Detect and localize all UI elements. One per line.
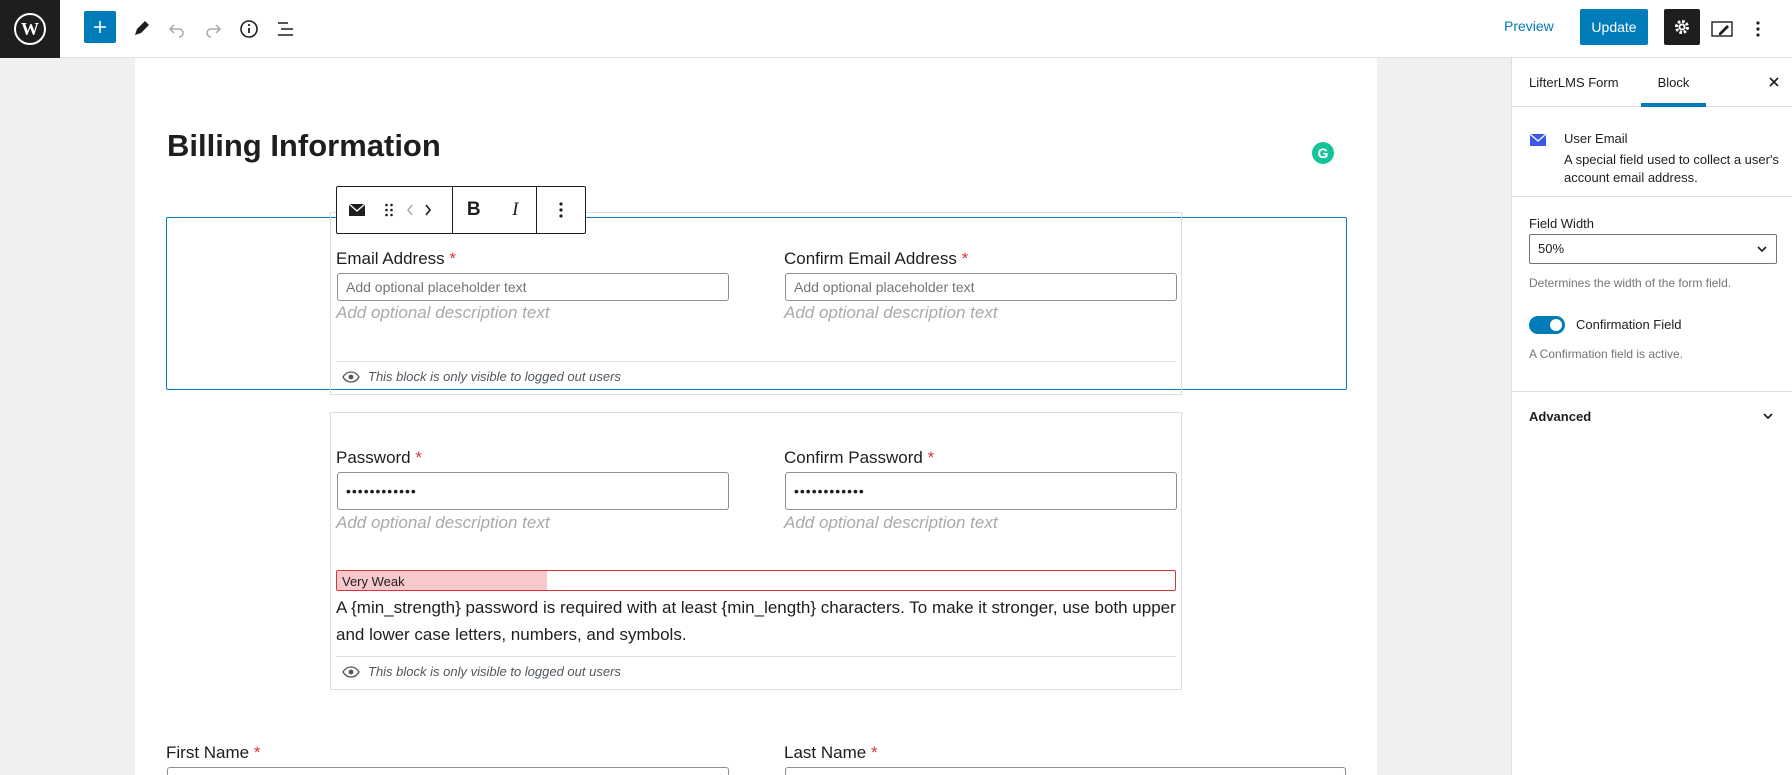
block-card-title: User Email (1564, 131, 1628, 146)
password-label[interactable]: Password * (336, 448, 422, 467)
drag-handle-icon (384, 202, 394, 218)
block-card-description: A special field used to collect a user's account email address. (1564, 152, 1779, 185)
wordpress-logo-button[interactable] (0, 0, 60, 58)
confirm-password-label[interactable]: Confirm Password * (784, 448, 935, 467)
wordpress-icon (13, 12, 47, 46)
add-block-button[interactable] (84, 11, 116, 43)
field-width-help: Determines the width of the form field. (1529, 276, 1732, 290)
block-toolbar-group-format (453, 187, 537, 233)
undo-icon (168, 20, 186, 38)
divider (1512, 391, 1792, 392)
password-fields-group[interactable] (330, 412, 1182, 690)
divider (336, 361, 1176, 362)
block-type-button[interactable] (337, 187, 377, 233)
details-button[interactable] (231, 11, 267, 47)
field-width-value: 50% (1538, 241, 1565, 256)
email-description[interactable]: Add optional description text (336, 303, 550, 322)
redo-button[interactable] (195, 11, 231, 47)
visibility-notice: This block is only visible to logged out users (342, 664, 621, 679)
field-width-select[interactable] (1529, 234, 1777, 264)
password-strength-meter (336, 570, 1176, 591)
confirm-email-input[interactable]: Add optional placeholder text (785, 273, 1177, 301)
confirm-email-description[interactable]: Add optional description text (784, 303, 998, 322)
page-title[interactable]: Billing Information (167, 128, 441, 163)
block-card (1512, 107, 1792, 197)
italic-icon: I (512, 199, 519, 220)
tools-button[interactable] (123, 11, 159, 47)
plus-icon (92, 19, 108, 35)
settings-sidebar (1511, 58, 1792, 775)
tab-block[interactable]: Block (1641, 58, 1706, 107)
password-description[interactable]: Add optional description text (336, 513, 550, 532)
gear-icon (1673, 18, 1691, 36)
italic-button[interactable] (495, 187, 537, 233)
bold-icon: B (466, 199, 481, 220)
divider (336, 656, 1176, 657)
redo-icon (204, 20, 222, 38)
confirm-password-input[interactable]: •••••••••••• (785, 472, 1177, 510)
settings-button[interactable] (1664, 9, 1700, 45)
update-button[interactable]: Update (1580, 9, 1648, 45)
eye-icon (342, 666, 360, 678)
block-toolbar-group-movers (337, 187, 453, 233)
list-view-icon (275, 19, 295, 39)
last-name-input[interactable] (785, 767, 1346, 775)
first-name-label[interactable]: First Name * (166, 743, 261, 762)
more-vertical-icon (1755, 20, 1761, 38)
more-options-icon (558, 201, 564, 219)
move-right-icon (424, 203, 432, 217)
move-left-button[interactable] (401, 187, 419, 233)
info-icon (239, 19, 259, 39)
toggle-knob (1550, 319, 1562, 331)
post-editor-button[interactable] (1704, 11, 1740, 47)
confirmation-field-toggle[interactable] (1529, 316, 1565, 334)
envelope-icon (1529, 133, 1547, 152)
post-editor-icon (1711, 20, 1733, 38)
block-toolbar-group-more (537, 187, 585, 233)
block-options-button[interactable] (537, 187, 585, 233)
chevron-down-icon[interactable] (1761, 409, 1775, 428)
email-label[interactable]: Email Address * (336, 249, 457, 268)
eye-icon (342, 371, 360, 383)
chevron-down-icon (1756, 243, 1768, 255)
bold-button[interactable] (453, 187, 495, 233)
preview-button[interactable]: Preview (1504, 18, 1554, 34)
svg-text:W: W (21, 19, 39, 39)
first-name-input[interactable] (167, 767, 729, 775)
close-icon (1768, 76, 1780, 88)
move-right-button[interactable] (419, 187, 437, 233)
block-toolbar (336, 186, 586, 234)
confirmation-field-help: A Confirmation field is active. (1529, 347, 1684, 361)
password-help-text[interactable]: A {min_strength} password is required with at least {min_length} characters. To make it stronger, use both upper and lower case letters, numbers, and symbols. (336, 598, 1176, 644)
password-strength-label: Very Weak (342, 574, 405, 589)
close-sidebar-button[interactable] (1765, 73, 1783, 91)
grammarly-icon[interactable]: G (1312, 142, 1334, 164)
email-input[interactable]: Add optional placeholder text (337, 273, 729, 301)
advanced-panel-toggle[interactable]: Advanced (1529, 409, 1592, 424)
field-width-label: Field Width (1529, 216, 1595, 231)
tab-lifterlms-form[interactable]: LifterLMS Form (1529, 75, 1619, 90)
confirmation-field-label[interactable]: Confirmation Field (1576, 317, 1682, 332)
editor-header (0, 0, 1792, 58)
envelope-icon (348, 203, 366, 217)
move-left-icon (406, 203, 414, 217)
pencil-icon (132, 20, 150, 38)
drag-handle[interactable] (377, 187, 401, 233)
sidebar-tabs (1512, 58, 1792, 107)
password-input[interactable]: •••••••••••• (337, 472, 729, 510)
visibility-notice: This block is only visible to logged out users (342, 369, 621, 384)
list-view-button[interactable] (267, 11, 303, 47)
undo-button[interactable] (159, 11, 195, 47)
confirm-email-label[interactable]: Confirm Email Address * (784, 249, 969, 268)
last-name-label[interactable]: Last Name * (784, 743, 878, 762)
confirm-password-description[interactable]: Add optional description text (784, 513, 998, 532)
more-options-button[interactable] (1740, 11, 1776, 47)
